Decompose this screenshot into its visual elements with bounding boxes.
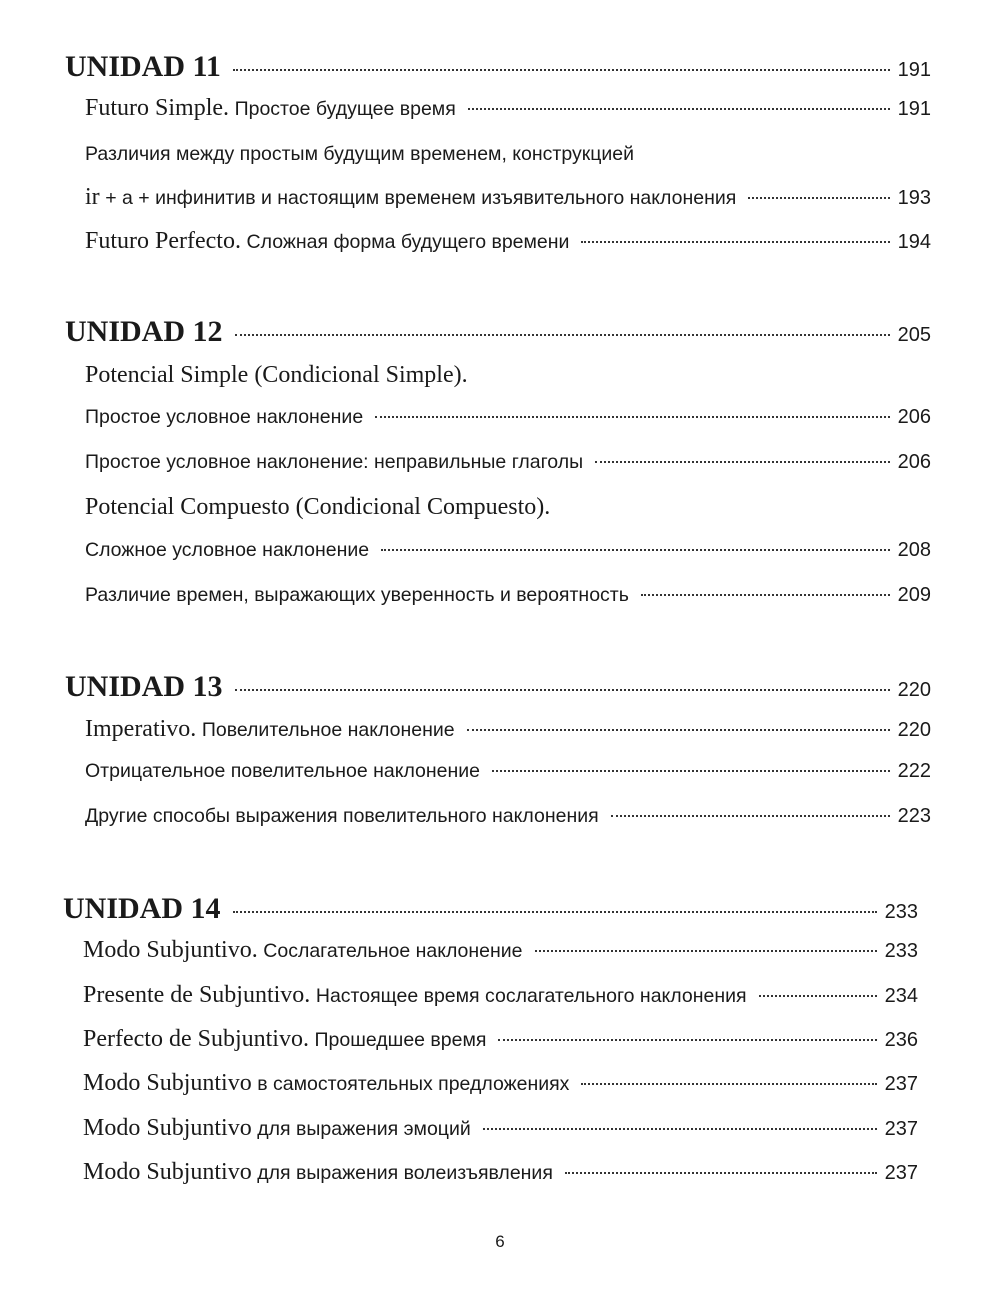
toc-entry[interactable]	[85, 494, 931, 521]
entry-russian-title: Прошедшее время	[314, 1029, 487, 1051]
leader-dots	[467, 729, 890, 731]
entry-russian-title: Отрицательное повелительное наклонение	[85, 760, 481, 782]
page-ref: 220	[897, 679, 931, 701]
entry-russian-title: Сложное условное наклонение	[85, 539, 370, 561]
page-ref: 237	[884, 1073, 918, 1095]
page-ref: 194	[897, 231, 931, 253]
unit-title: UNIDAD 14	[63, 892, 221, 925]
toc-entry[interactable]	[83, 1026, 918, 1053]
leader-dots	[235, 689, 890, 691]
toc-entry[interactable]	[85, 95, 931, 122]
unit-title: UNIDAD 12	[65, 315, 223, 348]
leader-dots	[565, 1172, 877, 1174]
leader-dots	[492, 770, 890, 772]
page-ref: 191	[897, 59, 931, 81]
entry-russian-title: в самостоятельных предложениях	[257, 1073, 570, 1095]
unit-14-heading	[63, 892, 918, 926]
page-ref: 223	[897, 805, 931, 827]
page-ref: 237	[884, 1118, 918, 1140]
entry-russian-title: Простое будущее время	[234, 98, 456, 120]
toc-entry[interactable]	[85, 584, 931, 607]
leader-dots	[233, 911, 877, 913]
leader-dots	[581, 241, 889, 243]
page-ref: 193	[897, 187, 931, 209]
entry-spanish-title: Imperativo.	[85, 716, 197, 742]
toc-entry[interactable]	[85, 406, 931, 429]
unit-title: UNIDAD 11	[65, 50, 221, 83]
toc-entry[interactable]	[85, 805, 931, 828]
leader-dots	[235, 334, 890, 336]
leader-dots	[641, 594, 890, 596]
entry-russian-title: Настоящее время сослагательного наклонения	[315, 985, 747, 1007]
toc-entry[interactable]	[85, 716, 931, 743]
page-ref: 208	[897, 539, 931, 561]
entry-russian-title: + a + инфинитив и настоящим временем изъявительного наклонения	[105, 187, 737, 209]
entry-spanish-title: ir	[85, 184, 100, 210]
page-ref: 236	[884, 1029, 918, 1051]
leader-dots	[759, 995, 877, 997]
leader-dots	[233, 69, 890, 71]
leader-dots	[375, 416, 889, 418]
unit-title: UNIDAD 13	[65, 670, 223, 703]
toc-entry[interactable]	[83, 982, 918, 1009]
entry-russian-title: Различие времен, выражающих уверенность и вероятность	[85, 584, 629, 606]
page-ref: 222	[897, 760, 931, 782]
entry-russian-title: Простое условное наклонение	[85, 406, 364, 428]
toc-entry[interactable]	[83, 1070, 918, 1097]
entry-spanish-title: Futuro Perfecto.	[85, 228, 241, 254]
entry-russian-title: для выражения волеизъявления	[257, 1162, 553, 1184]
page-number: 6	[495, 1232, 505, 1251]
entry-russian-title: Повелительное наклонение	[201, 719, 455, 741]
toc-entry[interactable]	[85, 143, 931, 166]
leader-dots	[483, 1128, 877, 1130]
toc-entry[interactable]	[83, 1115, 918, 1142]
leader-dots	[468, 108, 890, 110]
entry-russian-title: Различия между простым будущим временем, конструкцией	[85, 143, 635, 165]
page-ref: 234	[884, 985, 918, 1007]
entry-russian-title: Другие способы выражения повелительного наклонения	[85, 805, 599, 827]
entry-russian-title: для выражения эмоций	[257, 1118, 471, 1140]
page-ref: 220	[897, 719, 931, 741]
toc-entry[interactable]	[85, 184, 931, 211]
unit-11-heading	[65, 50, 931, 84]
leader-dots	[611, 815, 890, 817]
leader-dots	[498, 1039, 876, 1041]
toc-entry[interactable]	[83, 1159, 918, 1186]
entry-spanish-title: Potencial Compuesto (Condicional Compuesto).	[85, 494, 551, 520]
leader-dots	[381, 549, 890, 551]
page-ref: 206	[897, 406, 931, 428]
page-ref: 237	[884, 1162, 918, 1184]
entry-russian-title: Сослагательное наклонение	[263, 940, 523, 962]
entry-russian-title: Простое условное наклонение: неправильные глаголы	[85, 451, 584, 473]
entry-spanish-title: Modo Subjuntivo	[83, 1159, 252, 1185]
leader-dots	[748, 197, 889, 199]
entry-spanish-title: Modo Subjuntivo	[83, 1115, 252, 1141]
entry-spanish-title: Potencial Simple (Condicional Simple).	[85, 362, 468, 388]
leader-dots	[581, 1083, 876, 1085]
leader-dots	[595, 461, 890, 463]
entry-spanish-title: Modo Subjuntivo	[83, 1070, 252, 1096]
toc-entry[interactable]	[85, 760, 931, 783]
page-ref: 206	[897, 451, 931, 473]
entry-russian-title: Сложная форма будущего времени	[246, 231, 570, 253]
toc-entry[interactable]	[85, 539, 931, 562]
page-ref: 191	[897, 98, 931, 120]
toc-entry[interactable]	[83, 937, 918, 964]
unit-12-heading	[65, 315, 931, 349]
unit-13-heading	[65, 670, 931, 704]
entry-spanish-title: Perfecto de Subjuntivo.	[83, 1026, 309, 1052]
toc-entry[interactable]	[85, 362, 931, 389]
entry-spanish-title: Futuro Simple.	[85, 95, 230, 121]
entry-spanish-title: Modo Subjuntivo.	[83, 937, 258, 963]
page-ref: 233	[884, 901, 918, 923]
toc-entry[interactable]	[85, 228, 931, 255]
page-ref: 233	[884, 940, 918, 962]
entry-spanish-title: Presente de Subjuntivo.	[83, 982, 311, 1008]
leader-dots	[535, 950, 877, 952]
toc-entry[interactable]	[85, 451, 931, 474]
page-ref: 209	[897, 584, 931, 606]
page-ref: 205	[897, 324, 931, 346]
